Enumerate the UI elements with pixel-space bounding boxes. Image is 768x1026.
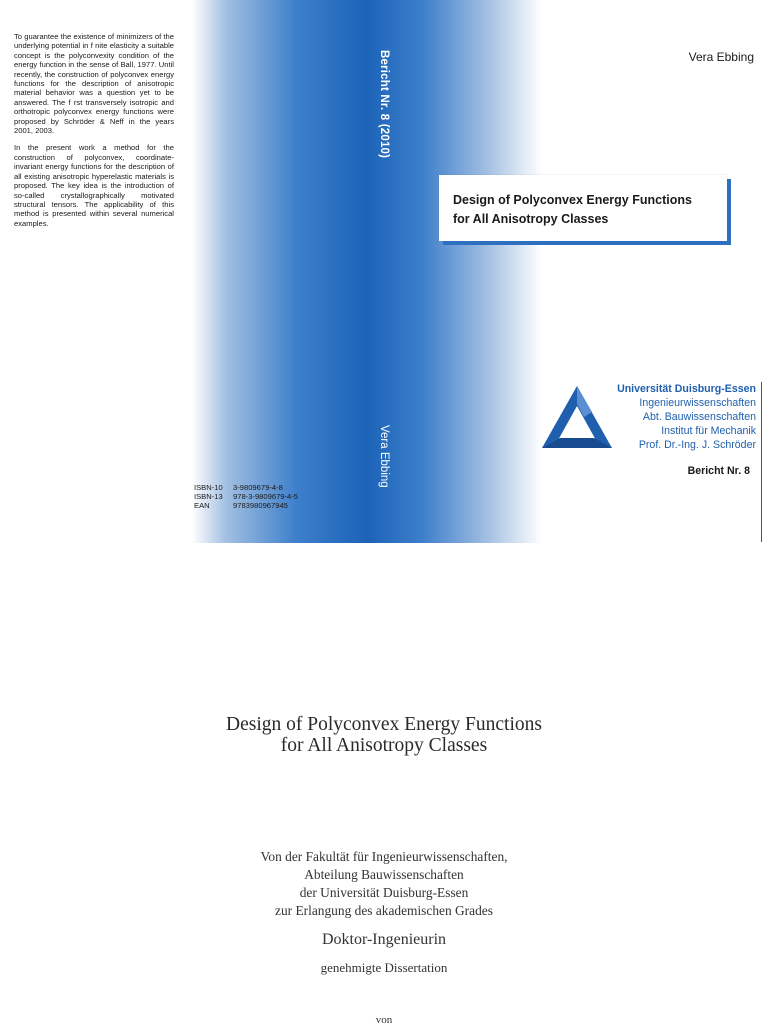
faculty-line: der Universität Duisburg-Essen	[299, 885, 469, 900]
dissertation-title-line-1: Design of Polyconvex Energy Functions	[226, 714, 542, 735]
abstract-paragraph-2: In the present work a method for the construction of polyconvex, coordinate-invariant energy functions for the description of all existing anisotropic hyperelastic materials is proposed. The key idea is the introduction of so-called crystallographically motivated structural tensors. The applicability of this method is presented within several numerical examples.	[14, 143, 174, 228]
cover-title-line-2: for All Anisotropy Classes	[453, 212, 609, 226]
university-vertical-rule	[761, 382, 762, 542]
abstract-paragraph-1: To guarantee the existence of minimizers of the underlying potential in f nite elasticity a suitable concept is the polyconvexity condition of the energy function in the sense of Ball, 1977. Until recently, the construction of polyconvex energy functions for the description of anisotropic material behavior was a question yet to be answered. The f rst transversely isotropic and orthotropic polyconvex energy functions were proposed by Schröder & Neff in the years 2001, 2003.	[14, 32, 174, 136]
dissertation-title-line-2: for All Anisotropy Classes	[280, 735, 488, 756]
cover-author: Vera Ebbing	[688, 50, 754, 64]
report-number: Bericht Nr. 8	[687, 465, 750, 477]
isbn-label: EAN	[194, 501, 210, 511]
degree-title: Doktor-Ingenieurin	[321, 931, 447, 948]
cover-title-line-1: Design of Polyconvex Energy Functions	[453, 193, 692, 207]
isbn-value: 978-3-9809679-4-5	[233, 492, 299, 502]
faculty-line: Abteilung Bauwissenschaften	[304, 867, 464, 882]
department-name: Abt. Bauwissenschaften	[642, 411, 756, 423]
isbn-value: 3-9809679-4-8	[233, 483, 283, 492]
approval-text: genehmigte Dissertation	[320, 960, 448, 975]
cover-title	[453, 191, 692, 229]
cover-title-box	[439, 175, 727, 241]
faculty-name: Ingenieurwissenschaften	[639, 397, 756, 409]
isbn-label: ISBN-10	[194, 483, 223, 492]
by-text: von	[375, 1014, 393, 1026]
professor-name: Prof. Dr.-Ing. J. Schröder	[638, 439, 756, 451]
spine-gradient-band	[192, 0, 542, 543]
institute-name: Institut für Mechanik	[661, 425, 756, 437]
spine-author: Vera Ebbing	[378, 425, 390, 488]
faculty-line: zur Erlangung des akademischen Grades	[275, 903, 493, 918]
isbn-label: ISBN-13	[194, 492, 223, 502]
university-block	[617, 382, 756, 452]
isbn-row	[194, 501, 298, 510]
dissertation-title-page	[0, 546, 768, 1024]
isbn-row	[194, 492, 298, 501]
back-cover-abstract	[14, 32, 174, 236]
spine-title: Bericht Nr. 8 (2010)	[378, 50, 390, 159]
university-triangle-logo-icon	[540, 384, 614, 450]
isbn-row	[194, 483, 298, 492]
faculty-line: Von der Fakultät für Ingenieurwissenschaften,	[260, 849, 508, 864]
university-name: Universität Duisburg-Essen	[617, 383, 756, 395]
isbn-value: 9783980967945	[233, 501, 288, 511]
faculty-statement	[0, 848, 768, 920]
dissertation-title	[0, 714, 768, 756]
isbn-block	[194, 483, 298, 511]
